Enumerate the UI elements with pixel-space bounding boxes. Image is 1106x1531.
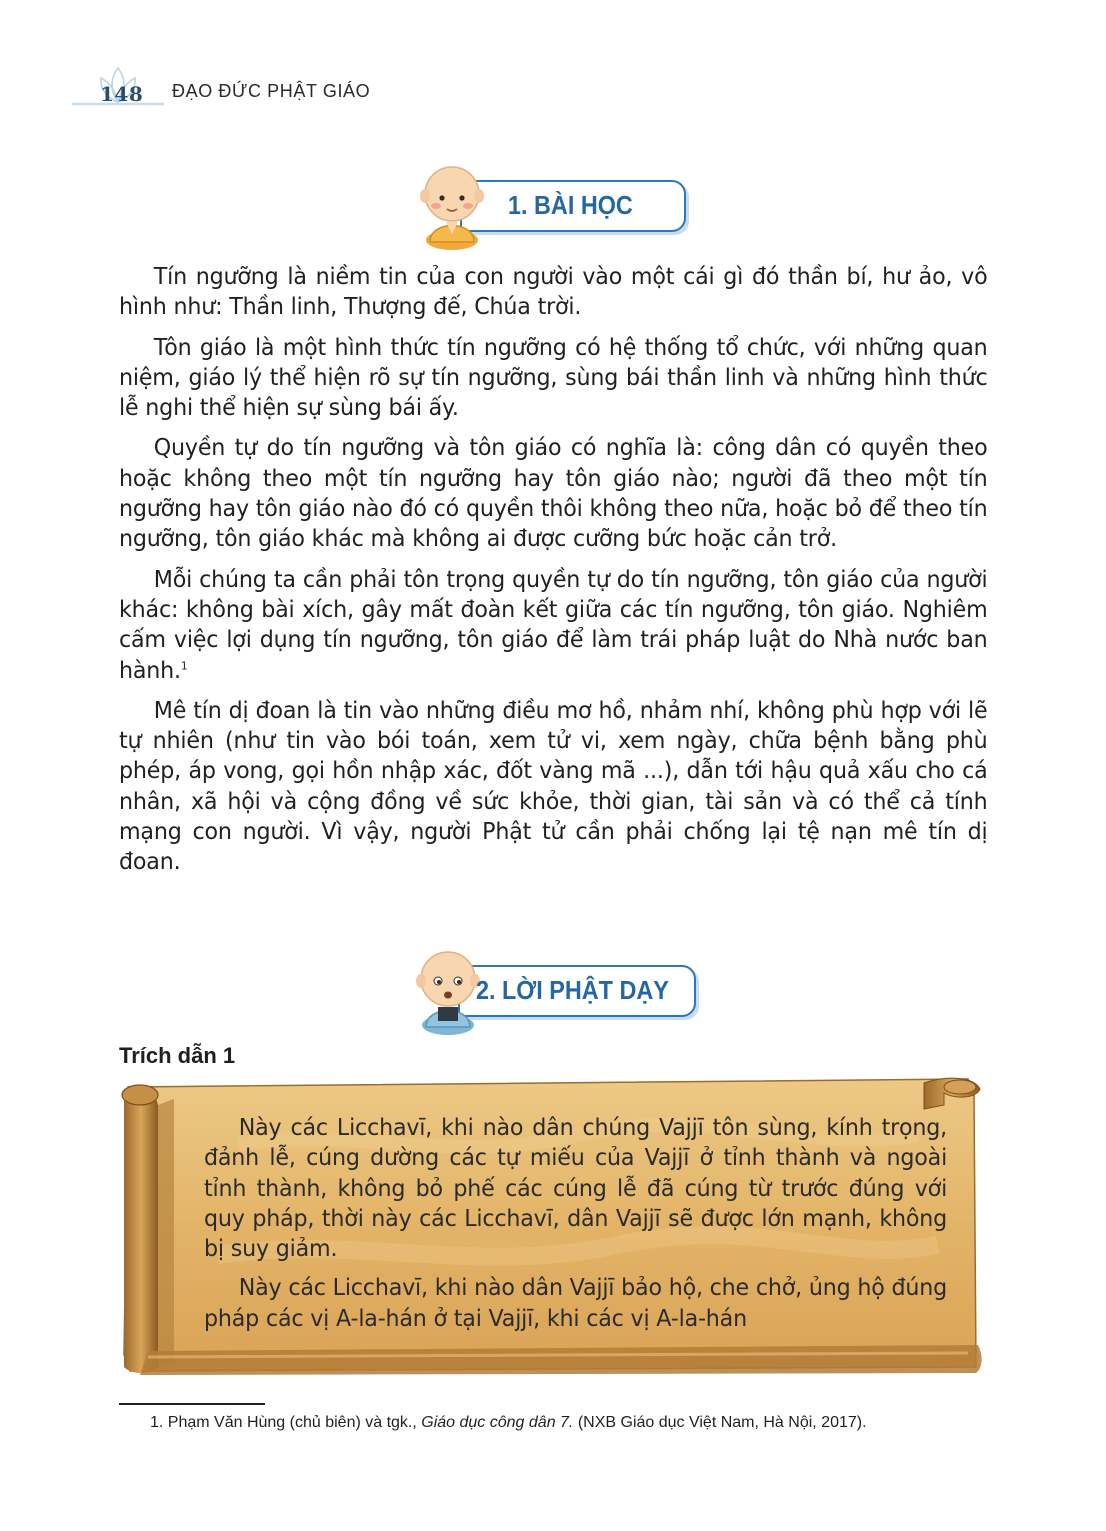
lesson-paragraph (119, 565, 988, 686)
lesson-paragraph: Mê tín dị đoan là tin vào những điều mơ hồ, nhảm nhí, không phù hợp với lẽ tự nhiên (như tin vào bói toán, xem tử vi, xem ngày, chữa bệnh bằng phù phép, áp vong, gọi hồn nhập xác, đốt vàng mã ...), dẫn tới hậu quả xấu cho cá nhân, xã hội và cộng đồng về sức khỏe, thời gian, tài sản và có thể cả tính mạng con người. Vì vậy, người Phật tử cần phải chống lại tệ nạn mê tín dị đoan. (119, 697, 988, 876)
footnote-book-title: Giáo dục công dân 7. (421, 1414, 574, 1431)
footnote-publisher: (NXB Giáo dục Việt Nam, Hà Nội, 2017). (573, 1414, 867, 1431)
lesson-paragraph: Quyền tự do tín ngưỡng và tôn giáo có nghĩa là: công dân có quyền theo hoặc không theo một tín ngưỡng hay tôn giáo nào; người đã theo một tín ngưỡng hay tôn giáo nào đó có quyền thôi không theo nữa, hoặc bỏ để theo tín ngưỡng, tôn giáo khác mà không ai được cưỡng bức hoặc cản trở. (119, 435, 988, 553)
footnote-divider (119, 1403, 265, 1405)
lesson-paragraph: Tín ngưỡng là niềm tin của con người vào một cái gì đó thần bí, hư ảo, vô hình như: Thần linh, Thượng đế, Chúa trời. (119, 264, 988, 321)
section-heading-label: 2. LỜI PHẬT DẠY (476, 975, 669, 1005)
monk-praying-icon (412, 160, 502, 252)
section-heading-lesson (412, 160, 687, 252)
running-header (70, 62, 390, 112)
section-heading-label: 1. BÀI HỌC (508, 190, 633, 220)
section-heading-teaching (408, 945, 700, 1037)
footnote-marker: 1 (180, 658, 188, 672)
lesson-paragraph: Tôn giáo là một hình thức tín ngưỡng có hệ thống tổ chức, với những quan niệm, giáo lý thể hiện rõ sự tín ngưỡng, sùng bái thần linh và những hình thức lễ nghi thể hiện sự sùng bái ấy. (119, 334, 988, 422)
footnote-number: 1. (150, 1414, 164, 1431)
lesson-paragraph-text: Mỗi chúng ta cần phải tôn trọng quyền tự do tín ngưỡng, tôn giáo của người khác: không bài xích, gây mất đoàn kết giữa các tín ngưỡng, tôn giáo. Nghiêm cấm việc lợi dụng tín ngưỡng, tôn giáo để làm trái pháp luật do Nhà nước ban hành. (119, 566, 988, 684)
quote-paragraph: Này các Licchavī, khi nào dân Vajjī bảo hộ, che chở, ủng hộ đúng pháp các vị A-la-hán ở tại Vajjī, khi các vị A-la-hán (204, 1275, 948, 1332)
quote-title: Trích dẫn 1 (119, 1043, 236, 1068)
footnote (150, 1414, 867, 1432)
page-number: 148 (100, 82, 144, 106)
quote-paragraph: Này các Licchavī, khi nào dân chúng Vajjī tôn sùng, kính trọng, đảnh lễ, cúng dường các tự miếu của Vajjī ở tỉnh thành và ngoài tỉnh thành, không bỏ phế các cúng lễ đã cúng từ trước đúng với quy pháp, thời này các Licchavī, dân Vajjī sẽ được lớn mạnh, không bị suy giảm. (204, 1115, 948, 1263)
running-title: ĐẠO ĐỨC PHẬT GIÁO (172, 81, 371, 101)
scroll-text (204, 1113, 946, 1343)
lesson-body (119, 262, 987, 888)
scroll-quote (118, 1075, 986, 1375)
footnote-text: Phạm Văn Hùng (chủ biên) và tgk., (167, 1414, 422, 1431)
